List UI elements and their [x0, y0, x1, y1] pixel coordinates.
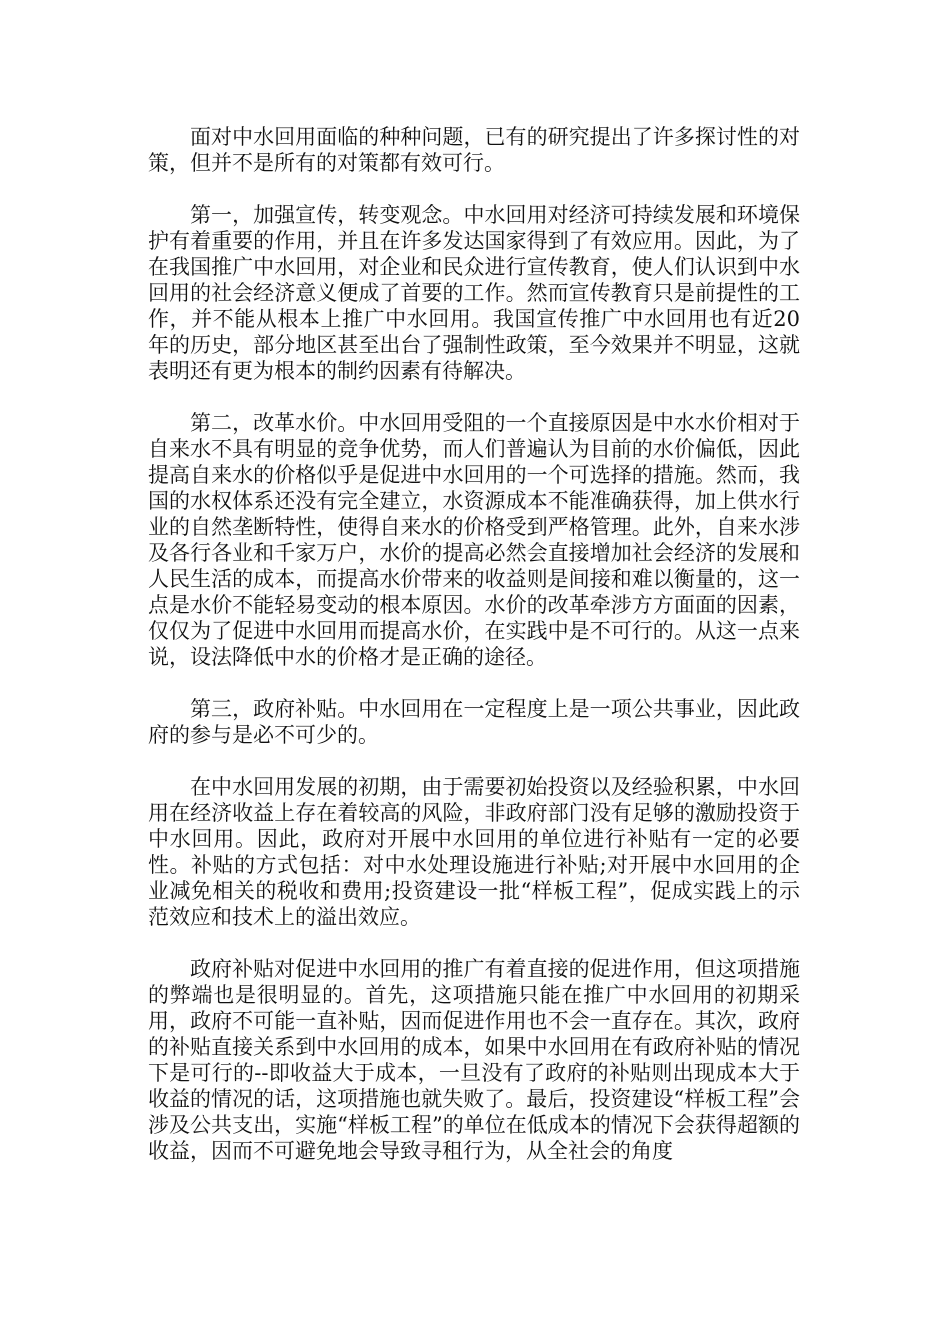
paragraph-intro: 面对中水回用面临的种种问题，已有的研究提出了许多探讨性的对策，但并不是所有的对策都有效可行。: [148, 125, 800, 175]
document-body: [148, 124, 800, 1190]
paragraph-water-price: 第二，改革水价。中水回用受阻的一个直接原因是中水水价相对于自来水不具有明显的竞争优势，而人们普遍认为目前的水价偏低，因此提高自来水的价格似乎是促进中水回用的一个可选择的措施。然而，我国的水权体系还没有完全建立，水资源成本不能准确获得，加上供水行业的自然垄断特性，使得自来水的价格受到严格管理。此外，自来水涉及各行各业和千家万户，水价的提高必然会直接增加社会经济的发展和人民生活的成本，而提高水价带来的收益则是间接和难以衡量的，这一点是水价不能轻易变动的根本原因。水价的改革牵涉方方面面的因素，仅仅为了促进中水回用而提高水价，在实践中是不可行的。从这一点来说，设法降低中水的价格才是正确的途径。: [148, 411, 800, 669]
paragraph-publicity: 第一，加强宣传，转变观念。中水回用对经济可持续发展和环境保护有着重要的作用，并且在许多发达国家得到了有效应用。因此，为了在我国推广中水回用，对企业和民众进行宣传教育，使人们认识到中水回用的社会经济意义便成了首要的工作。然而宣传教育只是前提性的工作，并不能从根本上推广中水回用。我国宣传推广中水回用也有近20年的历史，部分地区甚至出台了强制性政策，至今效果并不明显，这就表明还有更为根本的制约因素有待解决。: [148, 203, 800, 383]
paragraph-subsidy-heading: 第三，政府补贴。中水回用在一定程度上是一项公共事业，因此政府的参与是必不可少的。: [148, 697, 800, 747]
paragraph-subsidy-drawbacks: 政府补贴对促进中水回用的推广有着直接的促进作用，但这项措施的弊端也是很明显的。首先，这项措施只能在推广中水回用的初期采用，政府不可能一直补贴，因而促进作用也不会一直存在。其次，政府的补贴直接关系到中水回用的成本，如果中水回用在有政府补贴的情况下是可行的--即收益大于成本，一旦没有了政府的补贴则出现成本大于收益的情况的话，这项措施也就失败了。最后，投资建设“样板工程”会涉及公共支出，实施“样板工程”的单位在低成本的情况下会获得超额的收益，因而不可避免地会导致寻租行为，从全社会的角度: [148, 957, 800, 1163]
paragraph-subsidy-detail: 在中水回用发展的初期，由于需要初始投资以及经验积累，中水回用在经济收益上存在着较高的风险，非政府部门没有足够的激励投资于中水回用。因此，政府对开展中水回用的单位进行补贴有一定的必要性。补贴的方式包括：对中水处理设施进行补贴;对开展中水回用的企业减免相关的税收和费用;投资建设一批“样板工程”，促成实践上的示范效应和技术上的溢出效应。: [148, 775, 800, 929]
